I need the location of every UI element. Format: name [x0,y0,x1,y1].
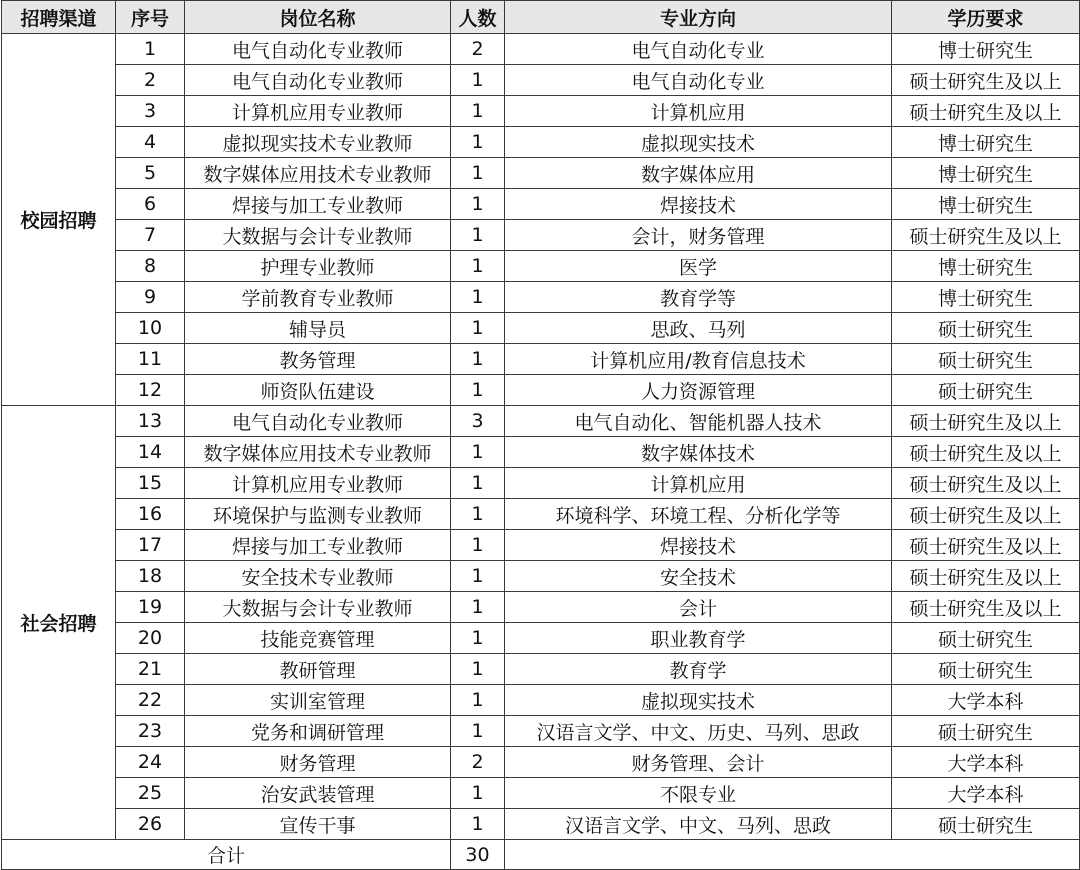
table-row [2,530,1080,561]
position-cell: 焊接与加工专业教师 [185,530,451,561]
header-index: 序号 [116,1,185,34]
table-row [2,251,1080,282]
education-cell: 硕士研究生及以上 [892,437,1080,468]
table-row [2,437,1080,468]
table-row [2,313,1080,344]
position-cell: 数字媒体应用技术专业教师 [185,158,451,189]
major-cell: 电气自动化专业 [505,34,892,65]
education-cell: 硕士研究生及以上 [892,561,1080,592]
major-cell: 焊接技术 [505,530,892,561]
table-row [2,809,1080,840]
education-cell: 硕士研究生 [892,375,1080,406]
index-cell: 2 [116,65,185,96]
position-cell: 计算机应用专业教师 [185,468,451,499]
table-row [2,716,1080,747]
education-cell: 硕士研究生及以上 [892,530,1080,561]
table-row [2,623,1080,654]
count-cell: 3 [451,406,505,437]
major-cell: 职业教育学 [505,623,892,654]
position-cell: 师资队伍建设 [185,375,451,406]
count-cell: 1 [451,499,505,530]
education-cell: 博士研究生 [892,282,1080,313]
index-cell: 20 [116,623,185,654]
position-cell: 数字媒体应用技术专业教师 [185,437,451,468]
education-cell: 硕士研究生及以上 [892,96,1080,127]
education-cell: 硕士研究生及以上 [892,499,1080,530]
table-row [2,282,1080,313]
count-cell: 1 [451,561,505,592]
count-cell: 1 [451,468,505,499]
total-empty-cell [505,840,1080,870]
major-cell: 会计 [505,592,892,623]
count-cell: 1 [451,65,505,96]
index-cell: 13 [116,406,185,437]
position-cell: 学前教育专业教师 [185,282,451,313]
index-cell: 24 [116,747,185,778]
major-cell: 汉语言文学、中文、马列、思政 [505,809,892,840]
table-row [2,654,1080,685]
position-cell: 虚拟现实技术专业教师 [185,127,451,158]
index-cell: 15 [116,468,185,499]
position-cell: 大数据与会计专业教师 [185,592,451,623]
table-row [2,685,1080,716]
count-cell: 2 [451,34,505,65]
major-cell: 思政、马列 [505,313,892,344]
education-cell: 博士研究生 [892,127,1080,158]
education-cell: 硕士研究生及以上 [892,468,1080,499]
education-cell: 大学本科 [892,778,1080,809]
position-cell: 焊接与加工专业教师 [185,189,451,220]
count-cell: 1 [451,344,505,375]
major-cell: 虚拟现实技术 [505,685,892,716]
count-cell: 1 [451,592,505,623]
index-cell: 7 [116,220,185,251]
table-row [2,375,1080,406]
major-cell: 医学 [505,251,892,282]
count-cell: 1 [451,654,505,685]
index-cell: 5 [116,158,185,189]
index-cell: 4 [116,127,185,158]
index-cell: 9 [116,282,185,313]
index-cell: 25 [116,778,185,809]
index-cell: 6 [116,189,185,220]
table-row [2,96,1080,127]
count-cell: 1 [451,158,505,189]
position-cell: 护理专业教师 [185,251,451,282]
position-cell: 教务管理 [185,344,451,375]
total-label: 合计 [2,840,451,870]
table-row [2,499,1080,530]
major-cell: 教育学等 [505,282,892,313]
table-row [2,747,1080,778]
major-cell: 财务管理、会计 [505,747,892,778]
total-count: 30 [451,840,505,870]
position-cell: 实训室管理 [185,685,451,716]
position-cell: 技能竞赛管理 [185,623,451,654]
major-cell: 数字媒体应用 [505,158,892,189]
major-cell: 计算机应用 [505,96,892,127]
position-cell: 环境保护与监测专业教师 [185,499,451,530]
major-cell: 会计，财务管理 [505,220,892,251]
index-cell: 1 [116,34,185,65]
header-education: 学历要求 [892,1,1080,34]
recruitment-table [1,0,1080,870]
education-cell: 博士研究生 [892,158,1080,189]
total-row [2,840,1080,870]
index-cell: 23 [116,716,185,747]
education-cell: 硕士研究生及以上 [892,65,1080,96]
table-row [2,778,1080,809]
count-cell: 1 [451,437,505,468]
table-row [2,34,1080,65]
count-cell: 1 [451,189,505,220]
position-cell: 宣传干事 [185,809,451,840]
major-cell: 汉语言文学、中文、历史、马列、思政 [505,716,892,747]
table-row [2,65,1080,96]
header-count: 人数 [451,1,505,34]
position-cell: 财务管理 [185,747,451,778]
education-cell: 硕士研究生 [892,313,1080,344]
education-cell: 硕士研究生及以上 [892,406,1080,437]
table-row [2,468,1080,499]
index-cell: 8 [116,251,185,282]
major-cell: 数字媒体技术 [505,437,892,468]
count-cell: 1 [451,127,505,158]
major-cell: 电气自动化专业 [505,65,892,96]
major-cell: 不限专业 [505,778,892,809]
education-cell: 硕士研究生 [892,809,1080,840]
count-cell: 1 [451,375,505,406]
table-row [2,406,1080,437]
education-cell: 博士研究生 [892,34,1080,65]
position-cell: 计算机应用专业教师 [185,96,451,127]
position-cell: 教研管理 [185,654,451,685]
education-cell: 硕士研究生及以上 [892,592,1080,623]
major-cell: 计算机应用 [505,468,892,499]
count-cell: 1 [451,809,505,840]
position-cell: 电气自动化专业教师 [185,65,451,96]
index-cell: 17 [116,530,185,561]
index-cell: 11 [116,344,185,375]
count-cell: 1 [451,313,505,344]
position-cell: 治安武装管理 [185,778,451,809]
education-cell: 博士研究生 [892,189,1080,220]
major-cell: 教育学 [505,654,892,685]
major-cell: 焊接技术 [505,189,892,220]
index-cell: 3 [116,96,185,127]
table-row [2,158,1080,189]
major-cell: 电气自动化、智能机器人技术 [505,406,892,437]
header-channel: 招聘渠道 [2,1,116,34]
header-major: 专业方向 [505,1,892,34]
position-cell: 大数据与会计专业教师 [185,220,451,251]
major-cell: 安全技术 [505,561,892,592]
position-cell: 安全技术专业教师 [185,561,451,592]
major-cell: 环境科学、环境工程、分析化学等 [505,499,892,530]
major-cell: 人力资源管理 [505,375,892,406]
education-cell: 硕士研究生 [892,344,1080,375]
table-body [2,34,1080,840]
index-cell: 16 [116,499,185,530]
header-position: 岗位名称 [185,1,451,34]
position-cell: 辅导员 [185,313,451,344]
table-row [2,127,1080,158]
education-cell: 大学本科 [892,747,1080,778]
table-row [2,344,1080,375]
education-cell: 硕士研究生 [892,716,1080,747]
index-cell: 18 [116,561,185,592]
count-cell: 1 [451,96,505,127]
table-header-row [2,1,1080,34]
table-row [2,561,1080,592]
table-row [2,189,1080,220]
index-cell: 26 [116,809,185,840]
table-row [2,592,1080,623]
education-cell: 硕士研究生 [892,623,1080,654]
count-cell: 1 [451,251,505,282]
count-cell: 1 [451,778,505,809]
count-cell: 1 [451,685,505,716]
index-cell: 10 [116,313,185,344]
count-cell: 1 [451,530,505,561]
table-row [2,220,1080,251]
index-cell: 21 [116,654,185,685]
position-cell: 电气自动化专业教师 [185,34,451,65]
position-cell: 党务和调研管理 [185,716,451,747]
count-cell: 1 [451,282,505,313]
index-cell: 12 [116,375,185,406]
channel-cell: 校园招聘 [2,34,116,406]
education-cell: 硕士研究生 [892,654,1080,685]
index-cell: 14 [116,437,185,468]
major-cell: 计算机应用/教育信息技术 [505,344,892,375]
channel-cell: 社会招聘 [2,406,116,840]
major-cell: 虚拟现实技术 [505,127,892,158]
education-cell: 大学本科 [892,685,1080,716]
education-cell: 硕士研究生及以上 [892,220,1080,251]
count-cell: 1 [451,716,505,747]
count-cell: 2 [451,747,505,778]
count-cell: 1 [451,623,505,654]
count-cell: 1 [451,220,505,251]
education-cell: 博士研究生 [892,251,1080,282]
index-cell: 19 [116,592,185,623]
index-cell: 22 [116,685,185,716]
position-cell: 电气自动化专业教师 [185,406,451,437]
